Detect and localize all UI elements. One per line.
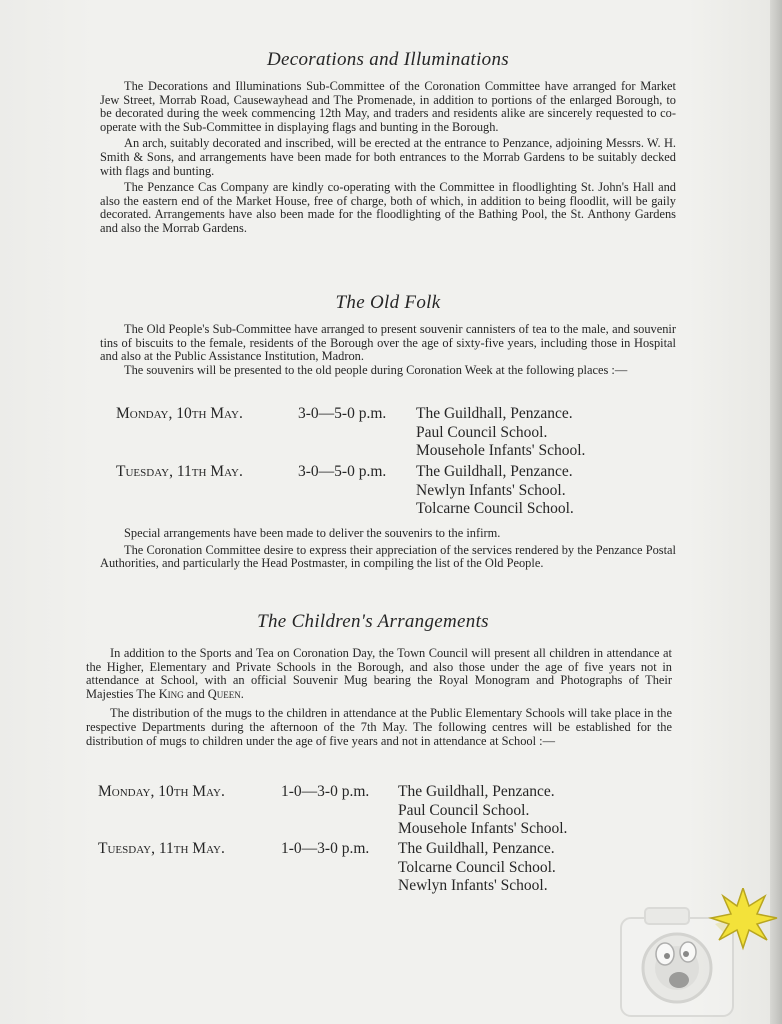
- schedule-day: Tuesday, 11th May.: [98, 840, 225, 857]
- old-folk-paragraph: The Old People's Sub-Committee have arranged to present souvenir cannisters of tea to the male, and souvenir tins of biscuits to the female, residents of the Borough over the age of sixty-five years, including those in Hospital and also at the Public Assistance Institution, Madron.: [100, 322, 676, 364]
- schedule-place: Mousehole Infants' School.: [398, 820, 568, 837]
- schedule-places: [416, 463, 574, 519]
- schedule-place: The Guildhall, Penzance.: [398, 840, 555, 857]
- children-text: .: [240, 686, 244, 701]
- schedule-time: 1-0—3-0 p.m.: [281, 783, 370, 800]
- children-title: The Children's Arrangements: [257, 611, 489, 632]
- old-folk-body: [100, 323, 676, 377]
- old-folk-paragraph: The souvenirs will be presented to the old people during Coronation Week at the following places :—: [124, 362, 628, 377]
- schedule-day: Tuesday, 11th May.: [116, 463, 243, 480]
- old-folk-title: The Old Folk: [335, 292, 441, 313]
- schedule-time: 1-0—3-0 p.m.: [281, 840, 370, 857]
- children-paragraph: The distribution of the mugs to the children in attendance at the Public Elementary Schools will take place in the respective Departments during the afternoon of the 7th May. The following centres will be established for the distribution of mugs to children under the age of five years and not in attendance at School :—: [86, 706, 672, 748]
- decorations-paragraph: The Decorations and Illuminations Sub-Committee of the Coronation Committee have arranged for Market Jew Street, Morrab Road, Causewayhead and The Promenade, in addition to portions of the enlarged Borough, to be decorated during the week commencing 12th May, and traders and residents alike are sincerely requested to co-operate with the Sub-Committee in displaying flags and bunting in the Borough.: [100, 79, 676, 134]
- old-folk-closing: [100, 527, 676, 571]
- children-text: In addition to the Sports and Tea on Coronation Day, the Town Council will present all children in attendance at the Higher, Elementary and Private Schools in the Borough, and also those under the age of five years not in attendance at School, with an official Souvenir Mug bearing the Royal Monogram and Photographs of Their Majesties The: [86, 646, 672, 701]
- decorations-body: [100, 80, 676, 236]
- schedule-time: 3-0—5-0 p.m.: [298, 463, 387, 480]
- schedule-places: [398, 840, 556, 896]
- schedule-place: Tolcarne Council School.: [416, 500, 574, 517]
- decorations-paragraph: The Penzance Cas Company are kindly co-operating with the Committee in floodlighting St. John's Hall and also the eastern end of the Market House, free of charge, both of which, in addition to being floodlit, will be gaily decorated. Arrangements have also been made for the floodlighting of the Bathing Pool, the St. Anthony Gardens and also the Morrab Gardens.: [100, 180, 676, 235]
- decorations-paragraph: An arch, suitably decorated and inscribed, will be erected at the entrance to Penzance, adjoining Messrs. W. H. Smith & Sons, and arrangements have been made for both entrances to the Morrab Gardens to be suitably decked with flags and bunting.: [100, 136, 676, 178]
- children-paragraph: [86, 647, 672, 701]
- children-body: [86, 647, 672, 748]
- children-text: and: [183, 686, 208, 701]
- schedule-place: The Guildhall, Penzance.: [398, 783, 555, 800]
- camera-mascot-icon: [615, 888, 780, 1022]
- schedule-place: The Guildhall, Penzance.: [416, 405, 573, 422]
- schedule-place: Newlyn Infants' School.: [416, 481, 566, 499]
- schedule-place: Newlyn Infants' School.: [398, 877, 548, 894]
- schedule-place: Tolcarne Council School.: [398, 858, 556, 876]
- king-word: King: [158, 686, 184, 701]
- old-folk-paragraph: Special arrangements have been made to deliver the souvenirs to the infirm.: [124, 526, 501, 540]
- schedule-place: The Guildhall, Penzance.: [416, 463, 573, 480]
- schedule-place: Paul Council School.: [398, 801, 530, 819]
- schedule-place: Mousehole Infants' School.: [416, 442, 586, 459]
- schedule-places: [398, 783, 567, 839]
- schedule-time: 3-0—5-0 p.m.: [298, 405, 387, 422]
- schedule-day: Monday, 10th May.: [116, 405, 243, 422]
- page-edge: [770, 0, 782, 1024]
- queen-word: Queen: [207, 686, 241, 701]
- decorations-title: Decorations and Illuminations: [267, 49, 509, 70]
- old-folk-paragraph: The Coronation Committee desire to express their appreciation of the services rendered by the Penzance Postal Authorities, and particularly the Head Postmaster, in compiling the list of the Old People.: [100, 542, 676, 571]
- schedule-places: [416, 405, 585, 461]
- schedule-day: Monday, 10th May.: [98, 783, 225, 800]
- schedule-place: Paul Council School.: [416, 423, 548, 441]
